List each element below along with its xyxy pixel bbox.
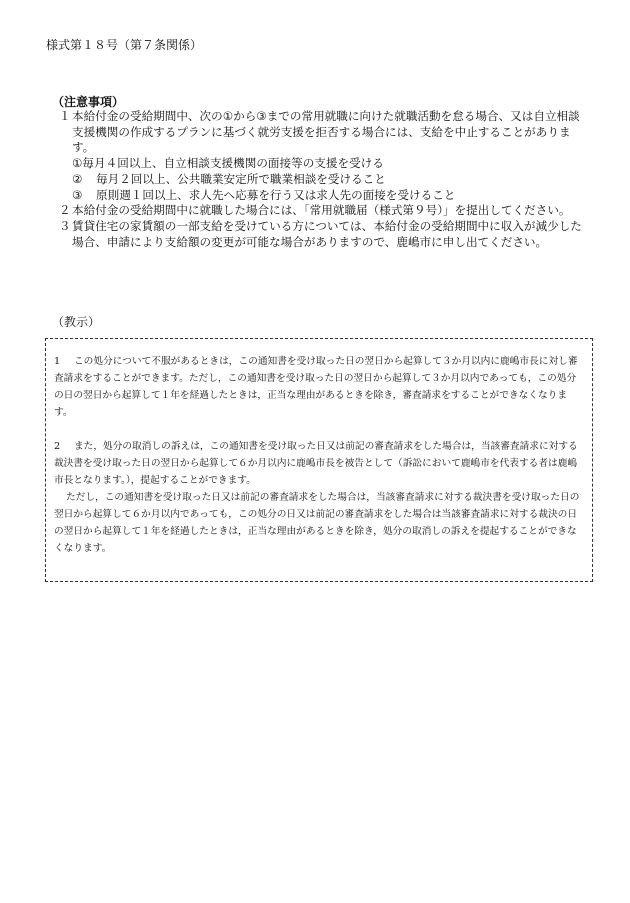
kyouji-proviso-text: ただし，この通知書を受け取った日又は前記の審査請求をした場合は，当該審査請求に対する裁決書を受け取った日の翌日から起算して６か月以内であっても，この処分の日又は前記の審査請求をした場合は当該審査請求に対する裁決の日の翌日から起算して１年を経過したときは，正当な理由があるときを除き，処分の取消しの訴えを提起することができなくなります。 [54, 492, 580, 554]
note-number: １ [59, 109, 71, 123]
note-item-1 [52, 109, 587, 156]
note-number: ２ [59, 203, 71, 218]
note-item-3 [52, 219, 587, 250]
note-subitem-mark: ③ [72, 187, 83, 202]
note-subitem-3 [52, 188, 587, 204]
kyouji-item-1 [54, 353, 582, 421]
note-item-2 [52, 203, 587, 219]
notes-heading: （注意事項） [52, 95, 125, 109]
kyouji-box [45, 338, 593, 582]
note-subitem-text: 原則週１回以上、求人先へ応募を行う又は求人先の面接を受けること [96, 187, 456, 202]
note-subitem-mark: ② [72, 171, 83, 186]
note-subitem-text: 毎月４回以上、自立相談支援機関の面接等の支援を受ける [82, 156, 384, 171]
kyouji-heading: （教示） [52, 315, 101, 329]
note-text: 本給付金の受給期間中、次の①から③までの常用就職に向けた就職活動を怠る場合、又は自立相談支援機関の作成するプランに基づく就労支援を拒否する場合には、支給を中止することがあります。 [72, 109, 580, 155]
notes-section [52, 109, 587, 250]
note-subitem-1 [52, 156, 587, 172]
note-subitem-mark: ① [72, 156, 83, 171]
kyouji-text: この処分について不服があるときは，この通知書を受け取った日の翌日から起算して３か月以内に鹿嶋市長に対し審査請求をすることができます。ただし，この通知書を受け取った日の翌日から起算して３か月以内であっても，この処分の日の翌日から起算して１年を経過したときは，正当な理由があるときを除き，審査請求をすることができなくなります。 [54, 356, 578, 418]
note-subitem-text: 毎月２回以上、公共職業安定所で職業相談を受けること [96, 171, 386, 186]
note-subitem-2 [52, 172, 587, 188]
form-number: 様式第１８号（第７条関係） [46, 38, 203, 52]
kyouji-item-2 [54, 438, 582, 557]
note-number: ３ [59, 218, 71, 233]
kyouji-number: 2 [54, 441, 61, 452]
kyouji-number: 1 [54, 356, 61, 367]
note-text: 賃貸住宅の家賃額の一部支給を受けている方については、本給付金の受給期間中に収入が減少した場合、申請により支給額の変更が可能な場合がありますので、鹿嶋市に申し出てください。 [72, 218, 582, 249]
note-subitems [52, 156, 587, 203]
note-text: 本給付金の受給期間中に就職した場合には、「常用就職届（様式第９号）」を提出してください。 [72, 203, 571, 218]
kyouji-text: また，処分の取消しの訴えは，この通知書を受け取った日又は前記の審査請求をした場合は，当該審査請求に対する裁決書を受け取った日の翌日から起算して６か月以内に鹿嶋市長を被告として（訴訟において鹿嶋市を代表する者は鹿嶋市長となります。），提起することができます。 [54, 441, 578, 486]
